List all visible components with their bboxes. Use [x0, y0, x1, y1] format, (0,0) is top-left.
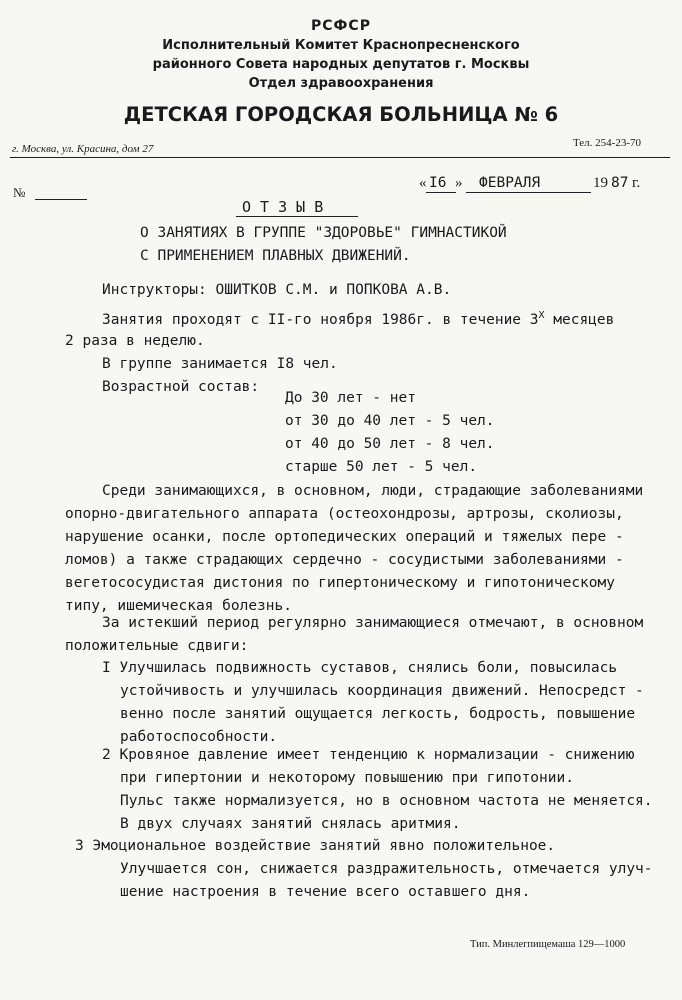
conditions-line: вегетососудистая дистония по гипертоническому и гипотоническому — [65, 575, 615, 591]
heading-underline — [236, 216, 358, 217]
department-label: Отдел здравоохранения — [248, 76, 434, 91]
instructors-line: Инструкторы: ОШИТКОВ С.М. и ПОПКОВА А.В. — [102, 282, 452, 298]
conditions-line: типу, ишемическая болезнь. — [65, 598, 292, 614]
address-label: г. Москва, ул. Красина, дом 27 — [12, 143, 154, 155]
document-heading: О Т З Ы В — [242, 198, 324, 216]
republic-label: РСФСР — [311, 18, 371, 34]
committee-line-1: Исполнительный Комитет Краснопресненского — [162, 38, 520, 53]
result-item-2-line: при гипертонии и некоторому повышению при гипотонии. — [120, 770, 574, 786]
subtitle-line-2: С ПРИМЕНЕНИЕМ ПЛАВНЫХ ДВИЖЕНИЙ. — [140, 248, 411, 264]
schedule-line-2: 2 раза в неделю. — [65, 333, 205, 349]
date-day: I6 — [429, 175, 447, 191]
number-blank — [35, 199, 87, 200]
age-row: До 30 лет - нет — [285, 390, 416, 406]
result-item-2-line: В двух случаях занятий снялась аритмия. — [120, 816, 461, 832]
age-row: от 30 до 40 лет - 5 чел. — [285, 413, 495, 429]
schedule-line-1: Занятия проходят с II-го ноября 1986г. в течение $3^Х$ месяцев — [102, 310, 615, 328]
result-item-2-line: Пульс также нормализуется, но в основном частота не меняется. — [120, 793, 653, 809]
results-intro-line: положительные сдвиги: — [65, 638, 249, 654]
result-item-1-line: венно после занятий ощущается легкость, бодрость, повышение — [120, 706, 636, 722]
age-row: от 40 до 50 лет - 8 чел. — [285, 436, 495, 452]
result-item-1-line: работоспособности. — [120, 729, 278, 745]
conditions-line: опорно-двигательного аппарата (остеохондрозы, артрозы, сколиозы, — [65, 506, 624, 522]
conditions-line: нарушение осанки, после ортопедических операций и тяжелых пере - — [65, 529, 624, 545]
age-composition-label: Возрастной состав: — [102, 379, 260, 395]
age-row: старше 50 лет - 5 чел. — [285, 459, 478, 475]
header-rule — [10, 157, 670, 158]
committee-line-2: районного Совета народных депутатов г. Москвы — [152, 57, 530, 72]
results-intro-line: За истекший период регулярно занимающиеся отмечают, в основном — [102, 615, 644, 631]
date-month-underline — [466, 192, 591, 193]
conditions-line: ломов) а также страдающих сердечно - сосудистыми заболеваниями - — [65, 552, 624, 568]
phone-label: Тел. 254-23-70 — [573, 137, 641, 149]
group-size-line: В группе занимается I8 чел. — [102, 356, 338, 372]
date-year-prefix: 19 — [593, 175, 608, 191]
date-day-close: » — [455, 175, 463, 191]
date-year-suffix: г. — [632, 175, 641, 191]
result-item-3-line: Улучшается сон, снижается раздражительность, отмечается улуч- — [120, 861, 653, 877]
subtitle-line-1: О ЗАНЯТИЯХ В ГРУППЕ "ЗДОРОВЬЕ" ГИМНАСТИКОЙ — [140, 225, 507, 241]
result-item-3-line: 3 Эмоциональное воздействие занятий явно положительное. — [75, 838, 556, 854]
result-item-1-line: I Улучшилась подвижность суставов, снялись боли, повысилась — [102, 660, 618, 676]
conditions-line: Среди занимающихся, в основном, люди, страдающие заболеваниями — [102, 483, 644, 499]
result-item-2-line: 2 Кровяное давление имеет тенденцию к нормализации - снижению — [102, 747, 635, 763]
date-month: ФЕВРАЛЯ — [479, 175, 541, 191]
result-item-1-line: устойчивость и улучшилась координация движений. Непосредст - — [120, 683, 644, 699]
number-label: № — [13, 185, 26, 200]
date-year: 87 — [611, 175, 629, 191]
result-item-3-line: шение настроения в течение всего оставшего дня. — [120, 884, 531, 900]
print-shop-label: Тип. Минлегпищемаша 129—1000 — [470, 939, 626, 950]
hospital-name: ДЕТСКАЯ ГОРОДСКАЯ БОЛЬНИЦА № 6 — [123, 103, 559, 126]
date-day-underline — [426, 192, 456, 193]
date-day-open: « — [419, 175, 427, 191]
